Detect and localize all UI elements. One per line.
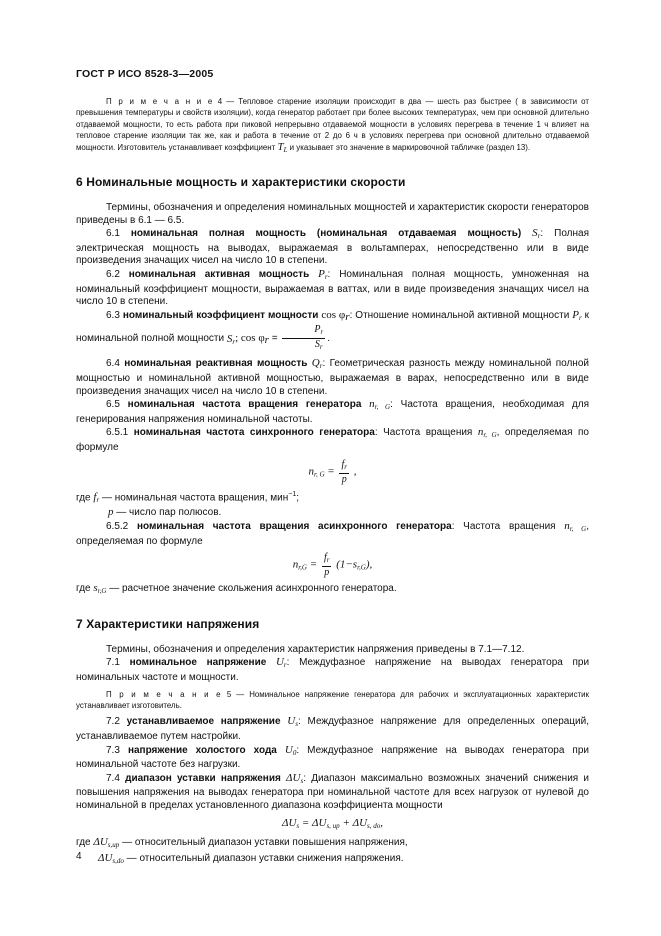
where-6-5-1-p: p — число пар полюсов.	[108, 506, 222, 519]
clause-7-4: 7.4 диапазон уставки напряжения $\Delta U_s$: Диапазон максимально возможных значений снижения и повышения напряжения на выводах генератора при номинальной частоте для всех нагрузок от нулевой до номинальной в пределах установленного диапазона коэффициента мощности	[76, 771, 590, 811]
section-7-intro: Термины, обозначения и определения характеристик напряжения приведены в 7.1—7.12.	[106, 643, 525, 655]
clause-7-1: 7.1 номинальное напряжение $U_r$: Междуфазное напряжение на выводах генератора при номинальных частоте и мощности.	[76, 656, 590, 684]
clause-6-5: 6.5 номинальная частота вращения генератора $n_{r, G}$: Частота вращения, необходимая для генерирования напряжения номинальной частоты.	[76, 398, 590, 425]
note-4	[76, 96, 589, 156]
term: номинальная частота вращения асинхронного генератора	[136, 521, 452, 533]
section-7-heading: 7 Характеристики напряжения	[76, 616, 260, 631]
document-header: ГОСТ Р ИСО 8528-3—2005	[76, 68, 214, 80]
clause-7-2: 7.2 устанавливаемое напряжение $U_s$: Междуфазное напряжение для определенных операций, устанавливаемое путем настройки.	[76, 715, 589, 743]
formula-async-speed: $n_{r,G}$ = $\frac{f_r}{p}$ $(1-s_{r,G})$,	[292, 552, 373, 579]
clause-6-5-2: 6.5.2 номинальная частота вращения асинхронного генератора: Частота вращения $n_{r, G}$, определяемая по формуле	[76, 520, 589, 547]
term: номинальная полная мощность (номинальная отдаваемая мощность)	[130, 228, 522, 240]
section-6-heading: 6 Номинальные мощность и характеристики скорости	[76, 175, 406, 190]
note-symbol-sub: L	[283, 145, 288, 154]
power-factor-fraction: $\frac{P_r}{S_r}$	[282, 324, 325, 353]
note-text: 4 — Тепловое старение изоляции происходит в два — шесть раз быстрее ( в зависимости от превышения температуры и свойств изоляции), когда генератор работает при более высоких температурах, чем при основной длительно отдаваемой мощности, то есть работа при пиковой непрерывно отдаваемой мощности в условиях перегрева в течение 1 ч влияет на тепловое старение изоляции так же, как и работа в течение от 2 до 6 ч в условиях перегрева при основной длительно отдаваемой мощности. Изготовитель устанавливает коэффициент	[76, 97, 589, 152]
note-text-end: и указывает это значение в маркировочной табличке (раздел 13).	[289, 142, 531, 152]
term: номинальный коэффициент мощности	[122, 309, 319, 321]
clause-7-3: 7.3 напряжение холостого хода $U_0$: Междуфазное напряжение на выводах генератора при номинальной частоте без нагрузки.	[76, 743, 589, 771]
note-5: П р и м е ч а н и е 5 — Номинальное напряжение генератора для рабочих и эксплуатационных характеристик устанавливает изготовитель.	[76, 689, 589, 711]
term: номинальная частота вращения генератора	[127, 399, 362, 411]
clause-6-5-1: 6.5.1 номинальная частота синхронного генератора: Частота вращения $n_{r, G}$, определяемая по формуле	[76, 426, 589, 453]
where-6-5-1: где $f_r$ — номинальная частота вращения, мин$^{-1}$;	[76, 490, 300, 504]
section-6-intro: Термины, обозначения и определения номинальных мощностей и характеристик скорости генераторов приведены в 6.1 — 6.5.	[76, 202, 589, 226]
note-symbol: T	[277, 140, 284, 153]
note-label: П р и м е ч а н и е	[106, 97, 214, 106]
where-7-4-do: $\Delta U_{s,do}$ — относительный диапазон уставки снижения напряжения.	[98, 851, 404, 865]
term: номинальная частота синхронного генератора	[133, 427, 375, 439]
clause-6-2: 6.2 номинальная активная мощность $P_r$: Номинальная полная мощность, умноженная на номинальный коэффициент мощности, выражаемая в ваттах, или в виде произведения значащих чисел на число 10 в степени.	[76, 268, 589, 308]
term: диапазон уставки напряжения	[125, 772, 281, 784]
term: номинальное напряжение	[129, 657, 267, 669]
term: номинальная активная мощность	[128, 269, 310, 280]
term: устанавливаемое напряжение	[126, 716, 281, 728]
formula-voltage-range: $\Delta U_s = \Delta U_{s, up} + \Delta U_{s, do}$,	[281, 816, 383, 830]
page-body	[76, 96, 589, 867]
clause-6-4: 6.4 номинальная реактивная мощность $Q_r$: Геометрическая разность между номинальной полной мощностью и номинальной активной мощностью, выражаемая в варах, непосредственно или в виде произведения значащих чисел на число 10 в степени.	[76, 357, 589, 397]
where-7-4: где $\Delta U_{s,up}$ — относительный диапазон уставки повышения напряжения,	[76, 836, 408, 850]
formula-sync-speed: $n_{r, G}$ = $\frac{f_r}{p}$ ,	[308, 458, 357, 485]
term: номинальная реактивная мощность	[124, 358, 308, 370]
where-6-5-2: где $s_{r,G}$ — расчетное значение скольжения асинхронного генератора.	[76, 582, 397, 596]
clause-6-1: 6.1 номинальная полная мощность (номинальная отдаваемая мощность) $S_r$: Полная электрическая мощность на выводах, выражаемая в вольтамперах, непосредственно или в виде произведения значащих чисел на число 10 в степени.	[76, 227, 590, 267]
term: напряжение холостого хода	[127, 744, 277, 756]
clause-6-3: 6.3 номинальный коэффициент мощности $\cos \varphi_r$: Отношение номинальной активной мощности $P_r$ к номинальной полной мощности $S_r$; $\cos \varphi_r$ = $\frac{P_r}{S_r}$ .	[76, 308, 590, 352]
page-number: 4	[76, 851, 82, 862]
